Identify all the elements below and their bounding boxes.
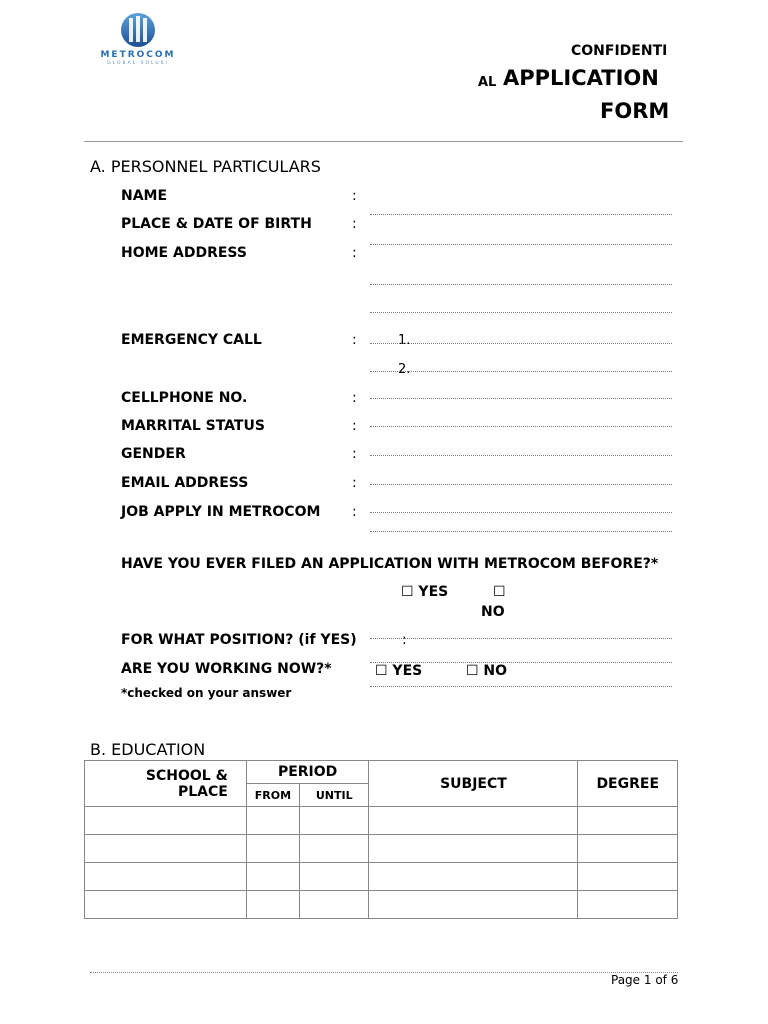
label-job: JOB APPLY IN METROCOM [121,504,321,520]
cellphone-field-line[interactable] [370,398,672,399]
label-marital: MARRITAL STATUS [121,418,265,434]
label-address: HOME ADDRESS [121,245,247,261]
page-number: Page 1 of 6 [611,973,679,987]
table-cell[interactable] [246,891,299,919]
header-school-line1: SCHOOL & [145,767,228,784]
logo-subtext: GLOBAL SOLUSI [107,61,169,66]
logo-text: METROCOM [100,50,176,60]
table-cell[interactable] [369,807,578,835]
header-subject: SUBJECT [369,761,578,807]
table-cell[interactable] [578,891,678,919]
label-birth: PLACE & DATE OF BIRTH [121,216,312,232]
header-period: PERIOD [246,761,369,784]
working-no-checkbox[interactable]: ☐ NO [466,663,508,679]
label-cellphone: CELLPHONE NO. [121,390,248,406]
table-cell[interactable] [578,835,678,863]
table-cell[interactable] [246,863,299,891]
colon: : [352,245,357,261]
title-al: AL [478,75,497,90]
title-form: FORM [600,99,670,123]
address-field-line-2[interactable] [370,312,672,313]
emergency-field-line-2[interactable] [370,371,672,372]
table-cell[interactable] [85,863,247,891]
emergency-item-2: 2. [398,362,411,377]
colon: : [352,216,357,232]
header-divider [84,141,683,142]
question-filed-before: HAVE YOU EVER FILED AN APPLICATION WITH METROCOM BEFORE?* [121,556,659,572]
job-field-line-2[interactable] [370,531,672,532]
section-b-heading: B. EDUCATION [90,740,206,759]
table-cell[interactable] [300,807,369,835]
table-cell[interactable] [369,863,578,891]
colon: : [352,188,357,204]
working-field-line[interactable] [370,686,672,687]
emergency-field-line-1[interactable] [370,343,672,344]
birth-field-line[interactable] [370,244,672,245]
question-position: FOR WHAT POSITION? (if YES) [121,632,357,648]
table-header-row [85,761,678,784]
table-cell[interactable] [578,807,678,835]
header-until: UNTIL [300,784,369,807]
table-cell[interactable] [85,891,247,919]
table-cell[interactable] [300,891,369,919]
colon: : [352,475,357,491]
table-cell[interactable] [369,891,578,919]
job-field-line-1[interactable] [370,512,672,513]
title-application: APPLICATION [503,66,659,90]
header-school [85,761,247,807]
colon: : [352,446,357,462]
address-field-line-1[interactable] [370,284,672,285]
table-cell[interactable] [369,835,578,863]
filed-no-label: NO [481,604,505,620]
email-field-line[interactable] [370,484,672,485]
colon: : [352,390,357,406]
header-degree: DEGREE [578,761,678,807]
table-cell[interactable] [246,807,299,835]
working-yes-checkbox[interactable]: ☐ YES [375,663,423,679]
section-a-heading: A. PERSONNEL PARTICULARS [90,157,321,176]
colon: : [352,504,357,520]
label-gender: GENDER [121,446,186,462]
logo-emblem-icon [96,12,180,50]
header-from: FROM [246,784,299,807]
table-cell[interactable] [85,807,247,835]
table-row [85,863,678,891]
answer-note: *checked on your answer [121,686,292,700]
table-cell[interactable] [578,863,678,891]
table-row [85,891,678,919]
footer-divider [90,972,678,973]
colon: : [352,332,357,348]
table-row [85,807,678,835]
metrocom-logo [96,12,180,72]
marital-field-line[interactable] [370,426,672,427]
name-field-line[interactable] [370,214,672,215]
title-confidential: CONFIDENTI [571,43,668,59]
header-school-line2: PLACE [177,783,228,800]
table-row [85,835,678,863]
colon: : [352,418,357,434]
question-working: ARE YOU WORKING NOW?* [121,661,332,677]
table-cell[interactable] [246,835,299,863]
table-cell[interactable] [85,835,247,863]
education-table [84,760,678,919]
label-emergency: EMERGENCY CALL [121,332,262,348]
label-name: NAME [121,188,168,204]
filed-yes-checkbox[interactable]: ☐ YES [401,584,449,600]
gender-field-line[interactable] [370,455,672,456]
colon: : [402,632,407,648]
position-field-line-1[interactable] [370,638,672,639]
label-email: EMAIL ADDRESS [121,475,249,491]
filed-no-checkbox[interactable]: ☐ [493,584,506,600]
table-cell[interactable] [300,863,369,891]
emergency-item-1: 1. [398,333,411,348]
table-cell[interactable] [300,835,369,863]
